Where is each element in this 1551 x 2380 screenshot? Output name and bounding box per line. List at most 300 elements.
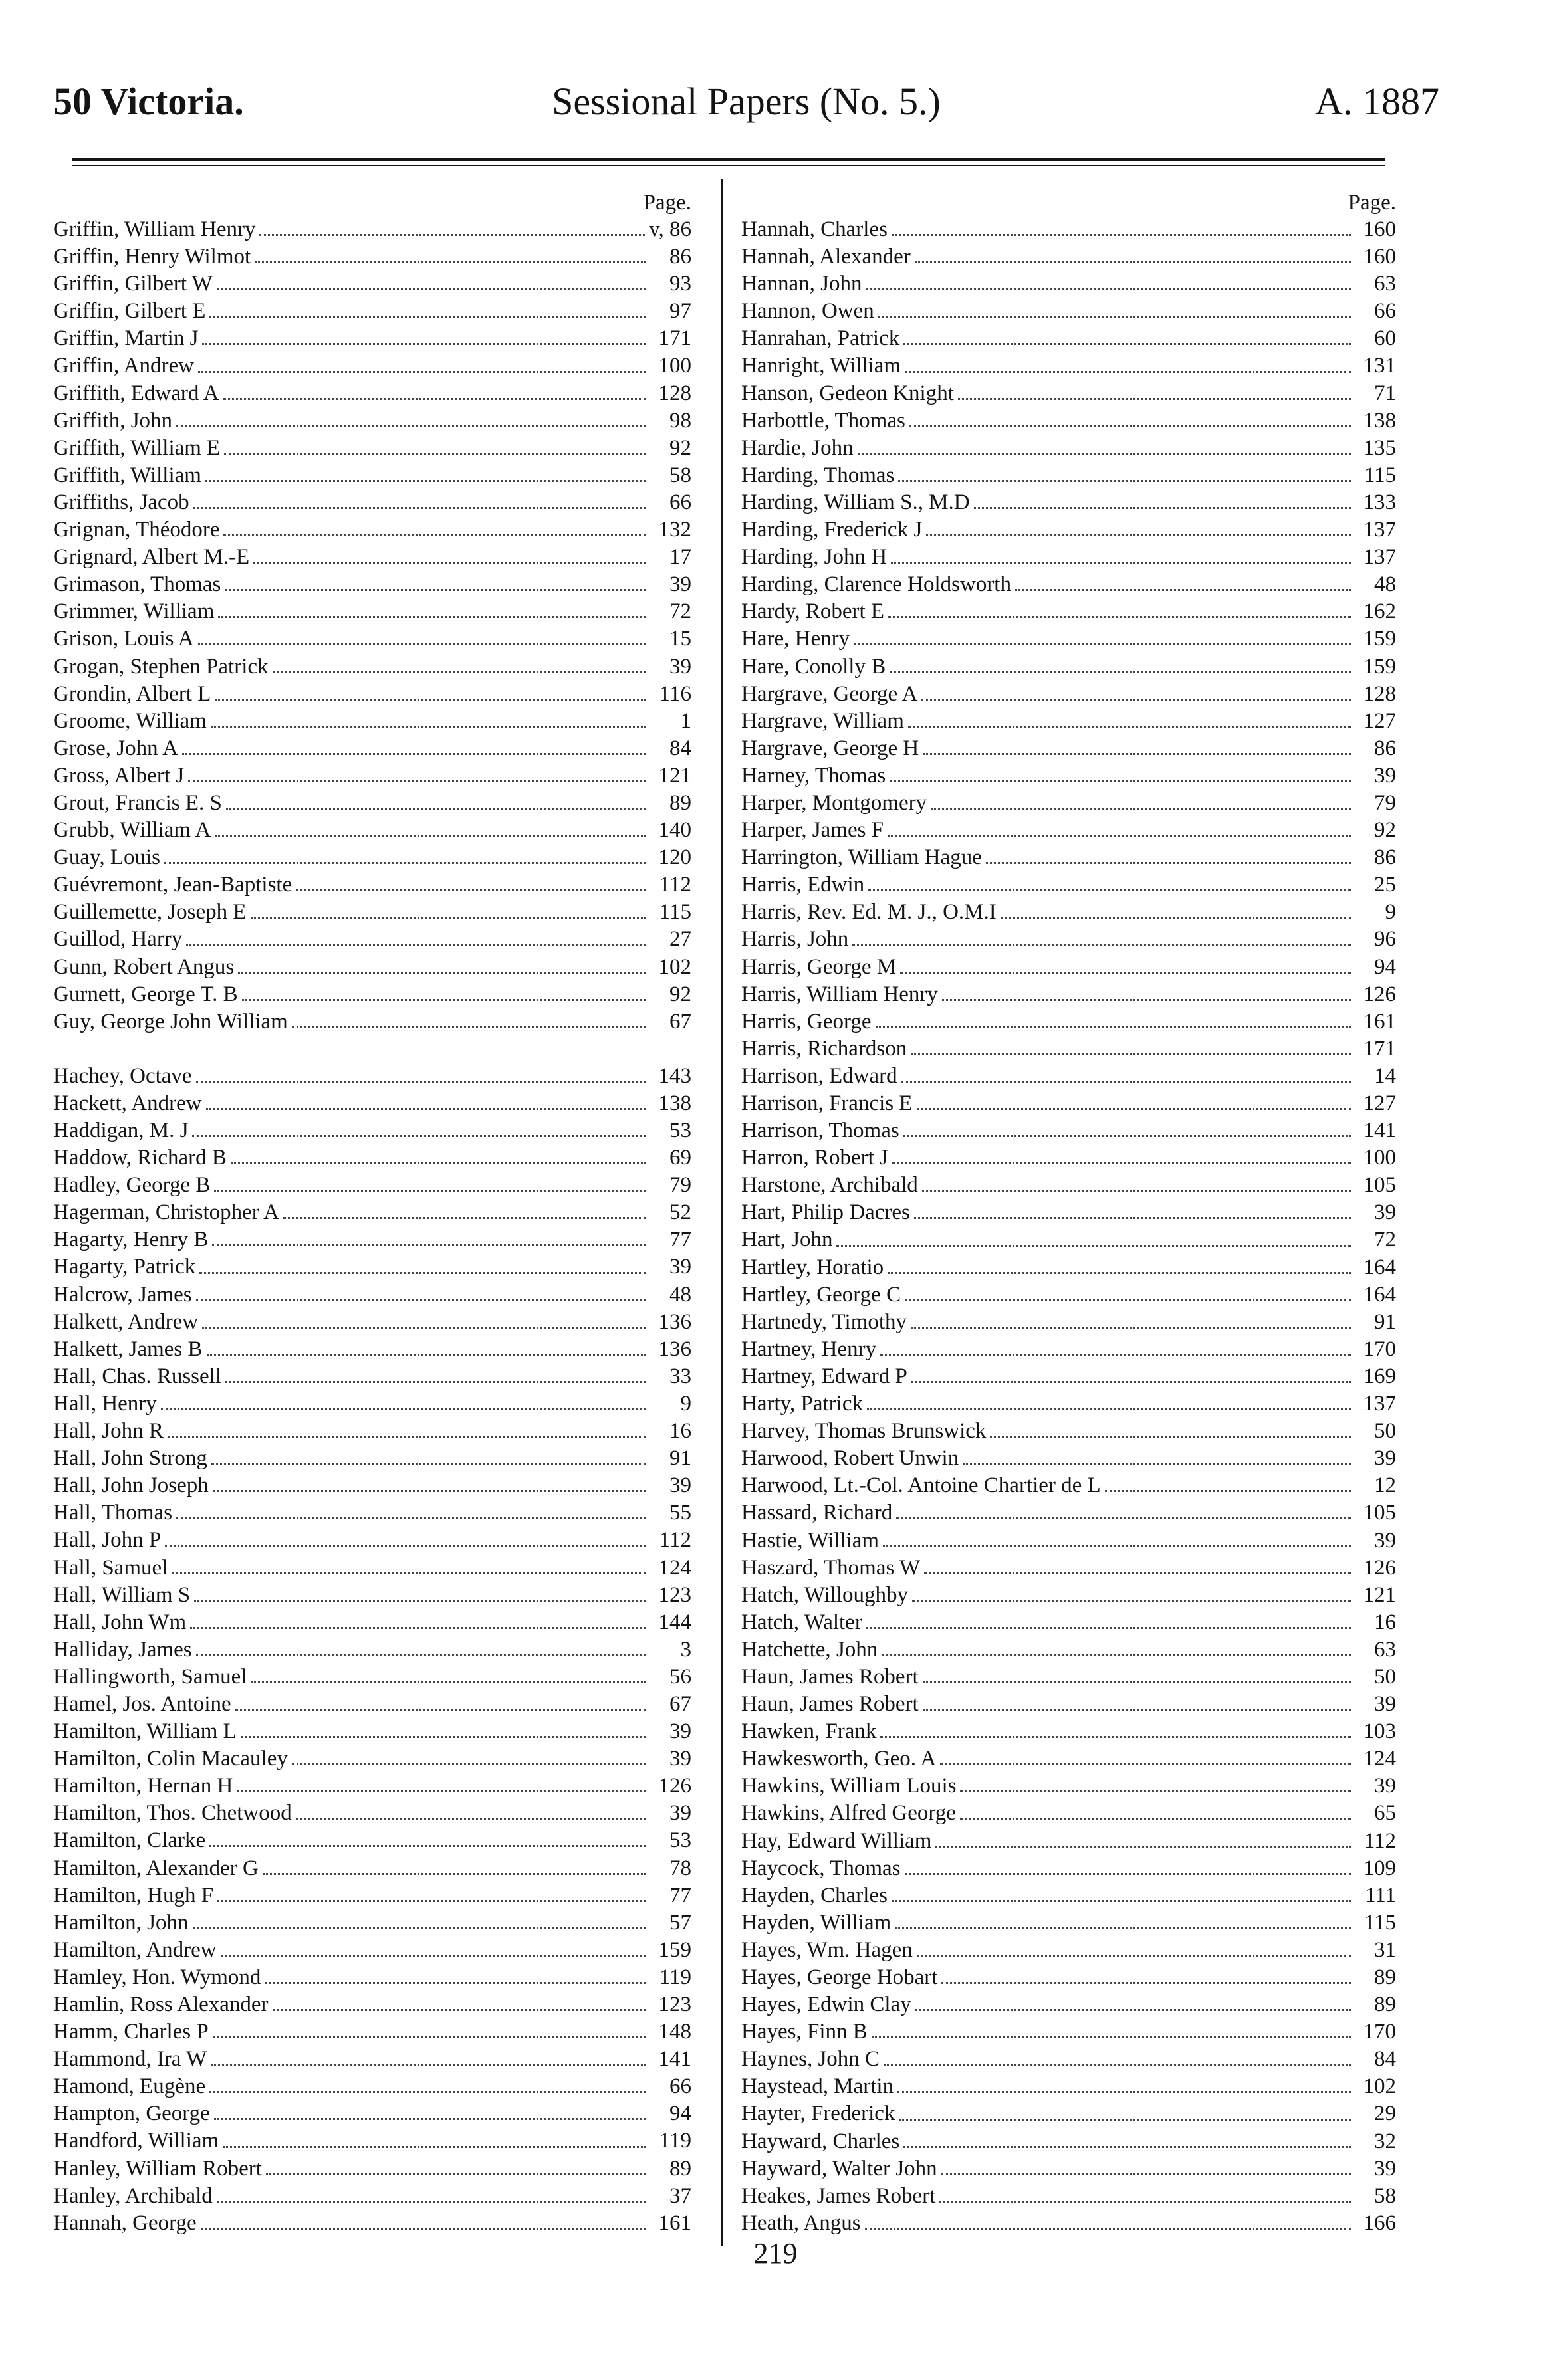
entry-page: 112 [659,873,691,897]
index-entry [741,708,1396,735]
entry-page: 86 [1374,736,1396,760]
dot-leader [215,835,646,837]
index-entry [53,598,691,625]
entry-page: 164 [1363,1255,1396,1279]
dot-leader [941,1982,1351,1984]
index-entry [53,2073,691,2100]
entry-name: Hamilton, John [53,1910,189,1935]
entry-name: Guay, Louis [53,845,161,870]
dot-leader [186,944,646,946]
entry-page: 48 [669,1282,691,1307]
entry-page: 103 [1363,1719,1396,1744]
entry-page: 169 [1363,1364,1396,1388]
entry-name: Harris, George M [741,954,897,979]
index-entry [741,1909,1396,1937]
entry-page: 56 [669,1664,691,1689]
entry-name: Harding, Clarence Holdsworth [741,572,1011,597]
dot-leader [921,699,1351,701]
dot-leader [212,1244,646,1246]
entry-page: 121 [658,763,691,788]
index-entry [741,817,1396,844]
dot-leader [903,2146,1351,2148]
column-heading-left: Page. [643,191,691,215]
entry-name: Hamilton, Andrew [53,1937,217,1962]
entry-name: Grimmer, William [53,599,215,624]
entry-page: 25 [1374,873,1396,897]
entry-name: Haynes, John C [741,2047,880,2072]
entry-name: Hall, Henry [53,1391,157,1416]
index-entry [53,516,691,544]
dot-leader [253,562,646,564]
entry-name: Hay, Edward William [741,1828,932,1853]
dot-leader [164,862,646,864]
dot-leader [883,1545,1351,1547]
dot-leader [165,1545,646,1547]
index-list-left [53,216,691,2237]
index-entry [741,1008,1396,1035]
index-entry [53,462,691,489]
index-entry [741,298,1396,325]
dot-leader [283,1217,646,1219]
entry-name: Hadley, George B [53,1173,211,1198]
dot-leader [882,1654,1351,1656]
entry-page: 39 [1374,763,1396,788]
dot-leader [237,1790,646,1792]
index-entry [53,681,691,708]
entry-name: Harrington, William Hague [741,845,982,870]
index-entry [53,1472,691,1499]
entry-name: Gurnett, George T. B [53,982,238,1006]
dot-leader [176,425,646,427]
entry-page: 138 [1363,408,1396,433]
entry-page: 91 [669,1446,691,1471]
entry-name: Hamilton, Colin Macauley [53,1747,288,1771]
entry-page: 141 [658,2047,691,2072]
index-entry [741,1144,1396,1172]
entry-name: Hachey, Octave [53,1063,192,1088]
dot-leader [188,780,646,782]
entry-name: Hartney, Edward P [741,1364,907,1388]
dot-leader [911,1053,1351,1055]
entry-page: 120 [658,845,691,870]
entry-name: Hargrave, George H [741,736,919,760]
dot-leader [911,1381,1351,1383]
entry-name: Grimason, Thomas [53,572,221,597]
entry-page: 136 [658,1337,691,1361]
dot-leader [1105,1490,1351,1492]
entry-name: Harris, George [741,1009,872,1033]
dot-leader [193,1927,647,1929]
dot-leader [223,2146,646,2148]
dot-leader [292,1763,646,1765]
index-entry [53,243,691,270]
entry-name: Haun, James Robert [741,1692,919,1717]
entry-page: 1 [680,708,691,733]
dot-leader [912,1600,1351,1602]
index-entry [53,708,691,735]
index-entry [53,216,691,243]
dot-leader [198,643,646,645]
index-entry [741,790,1396,817]
dot-leader [852,944,1351,946]
index-entry [741,2018,1396,2046]
entry-page: 32 [1374,2129,1396,2153]
entry-name: Harstone, Archibald [741,1173,918,1198]
entry-name: Harwood, Robert Unwin [741,1446,959,1471]
dot-leader [914,1217,1351,1219]
index-entry [53,1718,691,1745]
dot-leader [903,343,1351,345]
entry-page: 98 [669,408,691,433]
entry-page: 102 [658,954,691,979]
entry-page: 92 [1374,818,1396,843]
entry-name: Groome, William [53,708,207,733]
dot-leader [226,808,646,810]
entry-name: Hawkesworth, Geo. A [741,1747,937,1771]
entry-page: 144 [658,1610,691,1634]
entry-name: Griffith, John [53,408,173,433]
dot-leader [217,1900,646,1902]
entry-page: 66 [669,2074,691,2099]
index-entry [741,2183,1396,2210]
dot-leader [986,862,1351,864]
entry-name: Harrison, Francis E [741,1091,913,1115]
entry-page: 159 [1363,627,1396,651]
index-entry [53,653,691,681]
index-entry [53,871,691,899]
entry-page: 39 [669,1801,691,1826]
entry-name: Handford, William [53,2129,219,2153]
dot-leader [242,999,646,1001]
entry-page: 14 [1374,1063,1396,1088]
index-entry [741,1855,1396,1882]
entry-name: Halliday, James [53,1637,192,1662]
index-entry [53,1117,691,1144]
dot-leader [895,1927,1351,1929]
entry-name: Hargrave, George A [741,681,918,706]
entry-page: 141 [1363,1119,1396,1143]
entry-page: 27 [669,927,691,952]
index-entry [741,1609,1396,1636]
entry-name: Hare, Henry [741,627,850,651]
index-list-right [741,216,1396,2237]
entry-page: 124 [658,1555,691,1580]
entry-name: Hamilton, Clarke [53,1828,206,1853]
dot-leader [224,453,646,455]
index-entry [53,1363,691,1390]
entry-page: 77 [669,1228,691,1252]
entry-page: 39 [1374,1528,1396,1553]
index-entry [741,462,1396,489]
index-entry [741,516,1396,544]
index-entry [53,735,691,762]
index-entry [741,2155,1396,2183]
dot-leader [231,1162,646,1164]
entry-name: Hayward, Walter John [741,2156,937,2181]
dot-leader [903,1135,1351,1137]
entry-name: Griffin, Andrew [53,354,195,378]
entry-name: Griffith, William E [53,435,221,460]
dot-leader [865,2228,1351,2230]
index-entry [741,1691,1396,1718]
dot-leader [225,589,646,591]
dot-leader [211,1463,646,1465]
index-entry [741,735,1396,762]
index-entry [53,1937,691,1964]
index-entry [741,954,1396,981]
entry-page: 16 [1374,1610,1396,1634]
dot-leader [858,453,1351,455]
entry-name: Halcrow, James [53,1282,192,1307]
dot-leader [878,316,1351,318]
dot-leader [214,1190,646,1192]
entry-page: 126 [1363,982,1396,1006]
dot-leader [896,1517,1351,1519]
dot-leader [888,1272,1351,1274]
entry-name: Harty, Patrick [741,1392,863,1416]
dot-leader [263,1873,646,1875]
entry-name: Hardy, Robert E [741,599,885,624]
entry-name: Grison, Louis A [53,627,194,651]
entry-name: Hamlin, Ross Alexander [53,1993,269,2016]
index-entry [53,1418,691,1445]
page-header [53,72,1439,132]
entry-name: Hall, John Joseph [53,1473,209,1498]
header-year: A. 1887 [1315,80,1439,123]
index-entry [53,817,691,844]
column-heading-right: Page. [1348,191,1396,215]
dot-leader [214,2118,646,2120]
index-entry [741,1390,1396,1418]
index-entry [741,1828,1396,1855]
index-entry [53,1609,691,1636]
index-entry [53,380,691,407]
entry-name: Harding, William S., M.D [741,490,970,514]
index-entry [741,270,1396,298]
index-entry [53,1855,691,1882]
dot-leader [939,2201,1351,2203]
entry-name: Hannan, John [741,272,862,296]
index-entry [53,1636,691,1664]
dot-leader [836,1245,1351,1247]
entry-page: 29 [1374,2102,1396,2126]
entry-page: 79 [1374,790,1396,815]
index-entry [53,1144,691,1172]
entry-page: 57 [669,1910,691,1935]
entry-name: Haddigan, M. J [53,1119,189,1142]
index-entry [53,1882,691,1909]
entry-page: 140 [658,818,691,843]
entry-name: Hall, John Wm [53,1610,187,1634]
index-entry [741,1527,1396,1555]
dot-leader [1015,589,1351,591]
entry-name: Griffith, Edward A [53,381,219,405]
entry-page: 137 [1363,1392,1396,1416]
entry-name: Hamel, Jos. Antoine [53,1691,231,1716]
entry-name: Hanley, William Robert [53,2156,262,2181]
entry-page: 89 [669,790,691,815]
index-entry [741,380,1396,407]
entry-page: 31 [1374,1937,1396,1962]
entry-page: 161 [1363,1009,1396,1033]
index-entry [53,1827,691,1854]
entry-name: Hannah, Charles [741,217,888,241]
entry-name: Griffin, Martin J [53,326,199,351]
index-entry [741,571,1396,598]
dot-leader [905,1299,1351,1301]
entry-page: 86 [669,245,691,269]
dot-leader [190,1627,646,1629]
entry-page: 15 [669,627,691,651]
index-entry [53,489,691,516]
index-entry [53,2127,691,2155]
entry-name: Hammond, Ira W [53,2047,207,2072]
index-entry [741,1090,1396,1117]
entry-name: Hare, Conolly B [741,654,886,679]
dot-leader [880,1354,1351,1356]
dot-leader [884,2064,1351,2066]
dot-leader [901,1081,1351,1083]
dot-leader [900,972,1351,974]
dot-leader [206,1108,646,1110]
entry-name: Hayes, Edwin Clay [741,1993,911,2017]
entry-name: Harding, John H [741,545,888,570]
dot-leader [868,889,1351,891]
entry-name: Harris, Rev. Ed. M. J., O.M.I [741,900,997,924]
dot-leader [866,288,1351,290]
entry-page: 100 [658,354,691,378]
entry-name: Griffin, William Henry [53,217,256,241]
index-entry [53,1745,691,1773]
index-entry [53,298,691,325]
index-entry [741,1555,1396,1582]
entry-name: Hall, John Strong [53,1446,207,1471]
entry-page: 9 [680,1391,691,1416]
index-entry [741,2046,1396,2073]
entry-page: 159 [658,1937,691,1962]
entry-page: 39 [669,1473,691,1498]
index-entry [53,2183,691,2210]
entry-page: 12 [1374,1473,1396,1498]
entry-page: 116 [659,681,691,706]
entry-name: Hatch, Willoughby [741,1582,909,1607]
index-entry [53,2046,691,2073]
entry-name: Hall, Thomas [53,1501,173,1525]
index-entry [741,544,1396,571]
entry-name: Grogan, Stephen Patrick [53,654,269,679]
index-entry [53,1090,691,1117]
entry-name: Hayden, Charles [741,1883,888,1907]
entry-name: Griffiths, Jacob [53,490,189,514]
dot-leader [866,1627,1351,1629]
dot-leader [911,1327,1351,1329]
dot-leader [876,1026,1352,1028]
entry-name: Hayden, William [741,1910,892,1935]
dot-leader [854,643,1351,645]
entry-page: 50 [1374,1419,1396,1444]
entry-name: Hardie, John [741,435,854,460]
entry-page: 126 [658,1774,691,1798]
entry-page: 72 [669,599,691,624]
dot-leader [890,671,1351,673]
dot-leader [225,1381,646,1383]
section-gap [53,1035,691,1063]
entry-page: 39 [1374,1446,1396,1471]
dot-leader [898,480,1351,482]
entry-page: 105 [1363,1501,1396,1525]
entry-page: 39 [669,1255,691,1279]
entry-name: Halkett, James B [53,1337,203,1361]
index-entry [741,1882,1396,1909]
dot-leader [899,2119,1351,2121]
dot-leader [908,726,1351,728]
entry-name: Hayward, Charles [741,2129,900,2153]
index-entry [53,1253,691,1281]
dot-leader [273,2009,646,2011]
dot-leader [273,671,646,673]
entry-name: Harron, Robert J [741,1146,888,1170]
index-entry [53,1691,691,1718]
dot-leader [213,2036,646,2038]
entry-page: 86 [1374,845,1396,870]
dot-leader [888,616,1351,618]
entry-page: 127 [1363,708,1396,733]
entry-page: 37 [669,2183,691,2208]
entry-name: Harding, Thomas [741,463,895,487]
index-entry [741,844,1396,871]
entry-page: v, 86 [649,217,691,241]
entry-page: 3 [680,1637,691,1662]
entry-page: 94 [669,2102,691,2126]
index-entry [741,243,1396,270]
index-entry [741,216,1396,243]
entry-page: 115 [1364,1910,1396,1935]
index-entry [53,2018,691,2046]
entry-name: Harris, Edwin [741,873,865,897]
dot-leader [897,2091,1351,2093]
entry-name: Harvey, Thomas Brunswick [741,1419,987,1444]
entry-name: Hackett, Andrew [53,1091,202,1115]
entry-page: 171 [1363,1036,1396,1061]
dot-leader [255,261,646,263]
index-entry [741,2210,1396,2237]
index-column-right [741,189,1396,2237]
index-entry [53,1773,691,1800]
entry-name: Haszard, Thomas W [741,1555,921,1580]
dot-leader [198,371,646,373]
index-entry [741,899,1396,926]
dot-leader [942,999,1351,1001]
dot-leader [196,1654,646,1656]
dot-leader [960,1818,1351,1820]
index-entry [741,625,1396,653]
entry-page: 92 [669,435,691,460]
index-entry [741,871,1396,899]
dot-leader [223,534,646,536]
entry-name: Hall, William S [53,1582,191,1607]
entry-page: 39 [669,572,691,597]
entry-name: Haycock, Thomas [741,1856,901,1880]
entry-name: Hampton, George [53,2102,210,2126]
entry-name: Hall, Chas. Russell [53,1364,221,1388]
entry-page: 67 [669,1009,691,1033]
entry-page: 115 [1364,463,1396,487]
entry-page: 9 [1385,900,1396,924]
header-rule-thin [72,165,1385,166]
entry-name: Hayes, Wm. Hagen [741,1937,913,1962]
index-entry [741,1035,1396,1063]
entry-name: Hamilton, Hernan H [53,1774,233,1798]
